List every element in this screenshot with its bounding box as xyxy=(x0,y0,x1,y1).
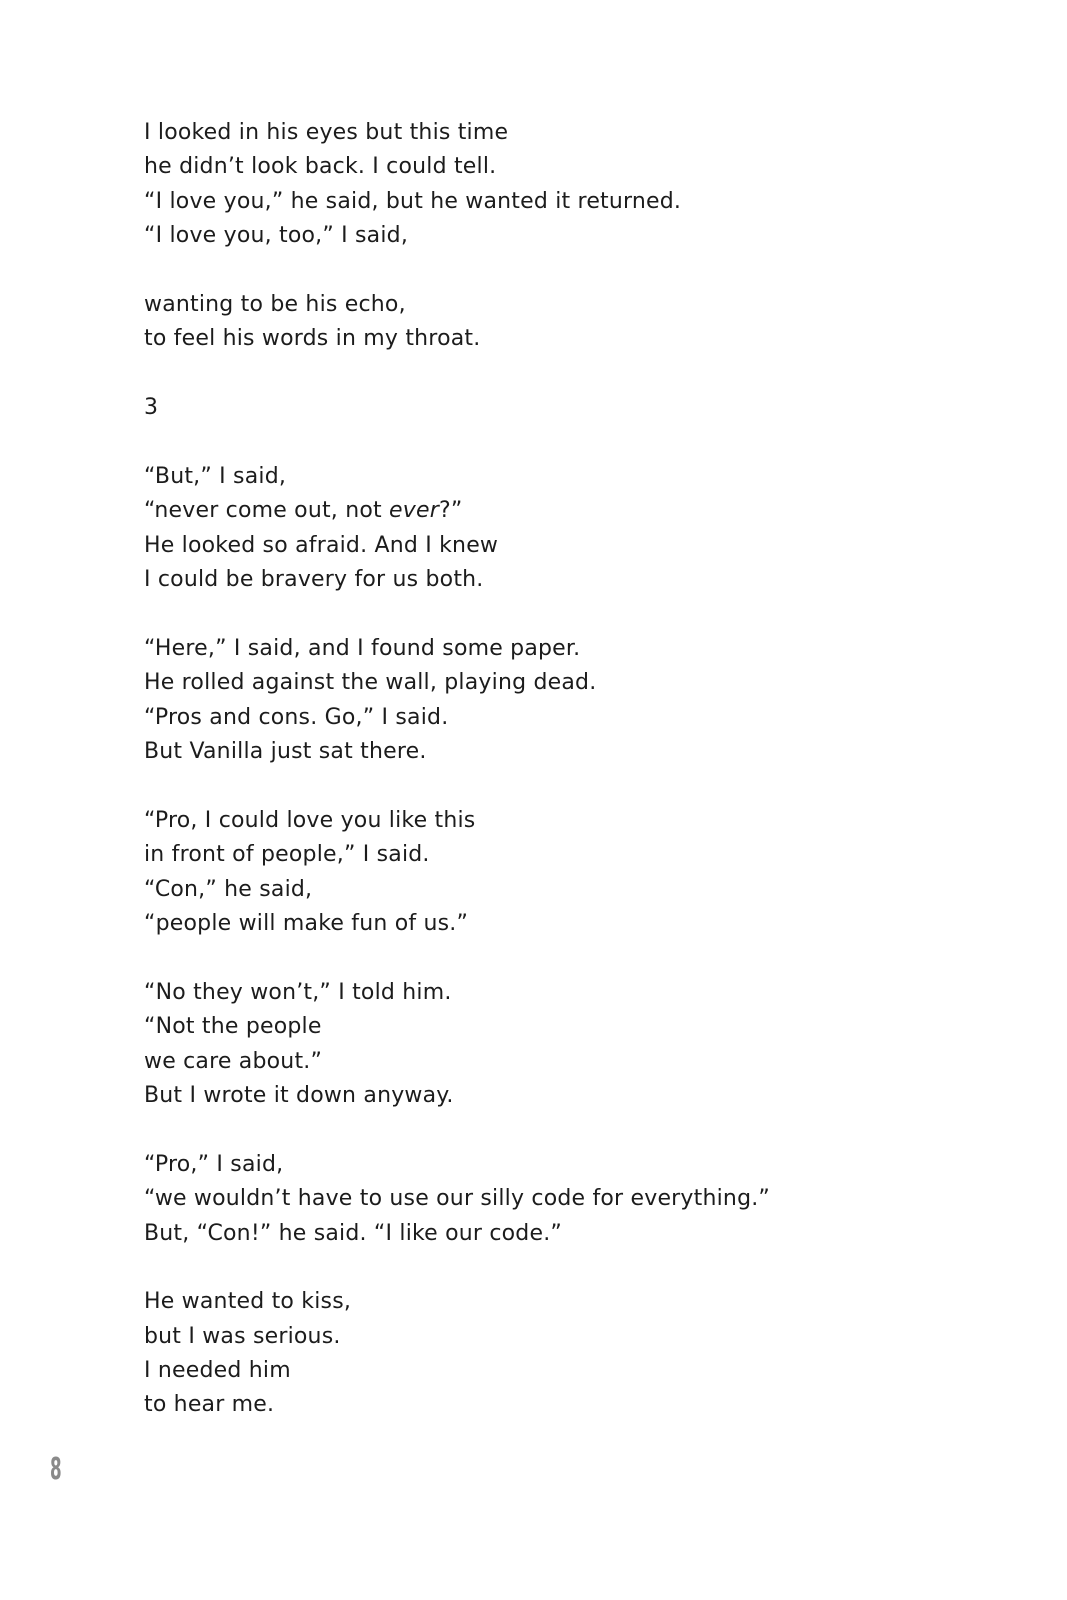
poem-line: we care about.” xyxy=(144,1048,323,1074)
poem-line: “Pro,” I said, xyxy=(144,1151,284,1177)
poem-line xyxy=(144,494,1004,528)
stanza-break xyxy=(144,769,1004,803)
section-number: 3 xyxy=(144,395,159,421)
page-number: 8 xyxy=(50,1452,62,1487)
stanza xyxy=(144,804,1004,942)
poem-line: He looked so afraid. And I knew xyxy=(144,532,499,558)
stanza-break xyxy=(144,597,1004,631)
poem-line: “Pro, I could love you like this xyxy=(144,807,476,833)
stanza xyxy=(144,460,1004,598)
stanza xyxy=(144,288,1004,357)
poem-line: He rolled against the wall, playing dead. xyxy=(144,670,597,696)
poem-line: “people will make fun of us.” xyxy=(144,910,469,936)
poem-line: to hear me. xyxy=(144,1392,275,1418)
poem-line: “Con,” he said, xyxy=(144,876,313,902)
poem-line: wanting to be his echo, xyxy=(144,291,406,317)
stanza xyxy=(144,632,1004,770)
poem-line: “Not the people xyxy=(144,1014,322,1040)
poem-line: “we wouldn’t have to use our silly code for everything.” xyxy=(144,1186,771,1212)
poem-line: But, “Con!” he said. “I like our code.” xyxy=(144,1220,562,1246)
stanza-break xyxy=(144,941,1004,975)
stanza xyxy=(144,1285,1004,1423)
poem-line: “Here,” I said, and I found some paper. xyxy=(144,635,581,661)
stanza xyxy=(144,976,1004,1114)
poem-line: to feel his words in my throat. xyxy=(144,326,481,352)
stanza-break xyxy=(144,357,1004,391)
poem-line: “I love you,” he said, but he wanted it returned. xyxy=(144,188,682,214)
poem-line-segment: “never come out, not xyxy=(144,498,390,524)
italic-emphasis: ever xyxy=(389,498,439,524)
stanza-break xyxy=(144,1113,1004,1147)
poem-line: I looked in his eyes but this time xyxy=(144,120,509,145)
poem-line: But I wrote it down anyway. xyxy=(144,1082,454,1108)
poem-line: “Pros and cons. Go,” I said. xyxy=(144,704,449,730)
poem-line-segment: ?” xyxy=(438,498,463,524)
stanza-break xyxy=(144,1251,1004,1285)
poem-line: He wanted to kiss, xyxy=(144,1289,352,1315)
poem-line: “I love you, too,” I said, xyxy=(144,223,409,249)
poem-line: he didn’t look back. I could tell. xyxy=(144,154,497,180)
poem-line: I needed him xyxy=(144,1358,291,1384)
poem-line: But Vanilla just sat there. xyxy=(144,739,427,765)
poem-line: in front of people,” I said. xyxy=(144,842,430,868)
poem-text xyxy=(144,116,1004,1423)
poem-line: “But,” I said, xyxy=(144,463,287,489)
poem-line: I could be bravery for us both. xyxy=(144,567,484,593)
stanza xyxy=(144,1148,1004,1251)
stanza-break xyxy=(144,426,1004,460)
poem-line: “No they won’t,” I told him. xyxy=(144,979,452,1005)
poem-line: but I was serious. xyxy=(144,1323,341,1349)
stanza-break xyxy=(144,254,1004,288)
stanza xyxy=(144,116,1004,254)
